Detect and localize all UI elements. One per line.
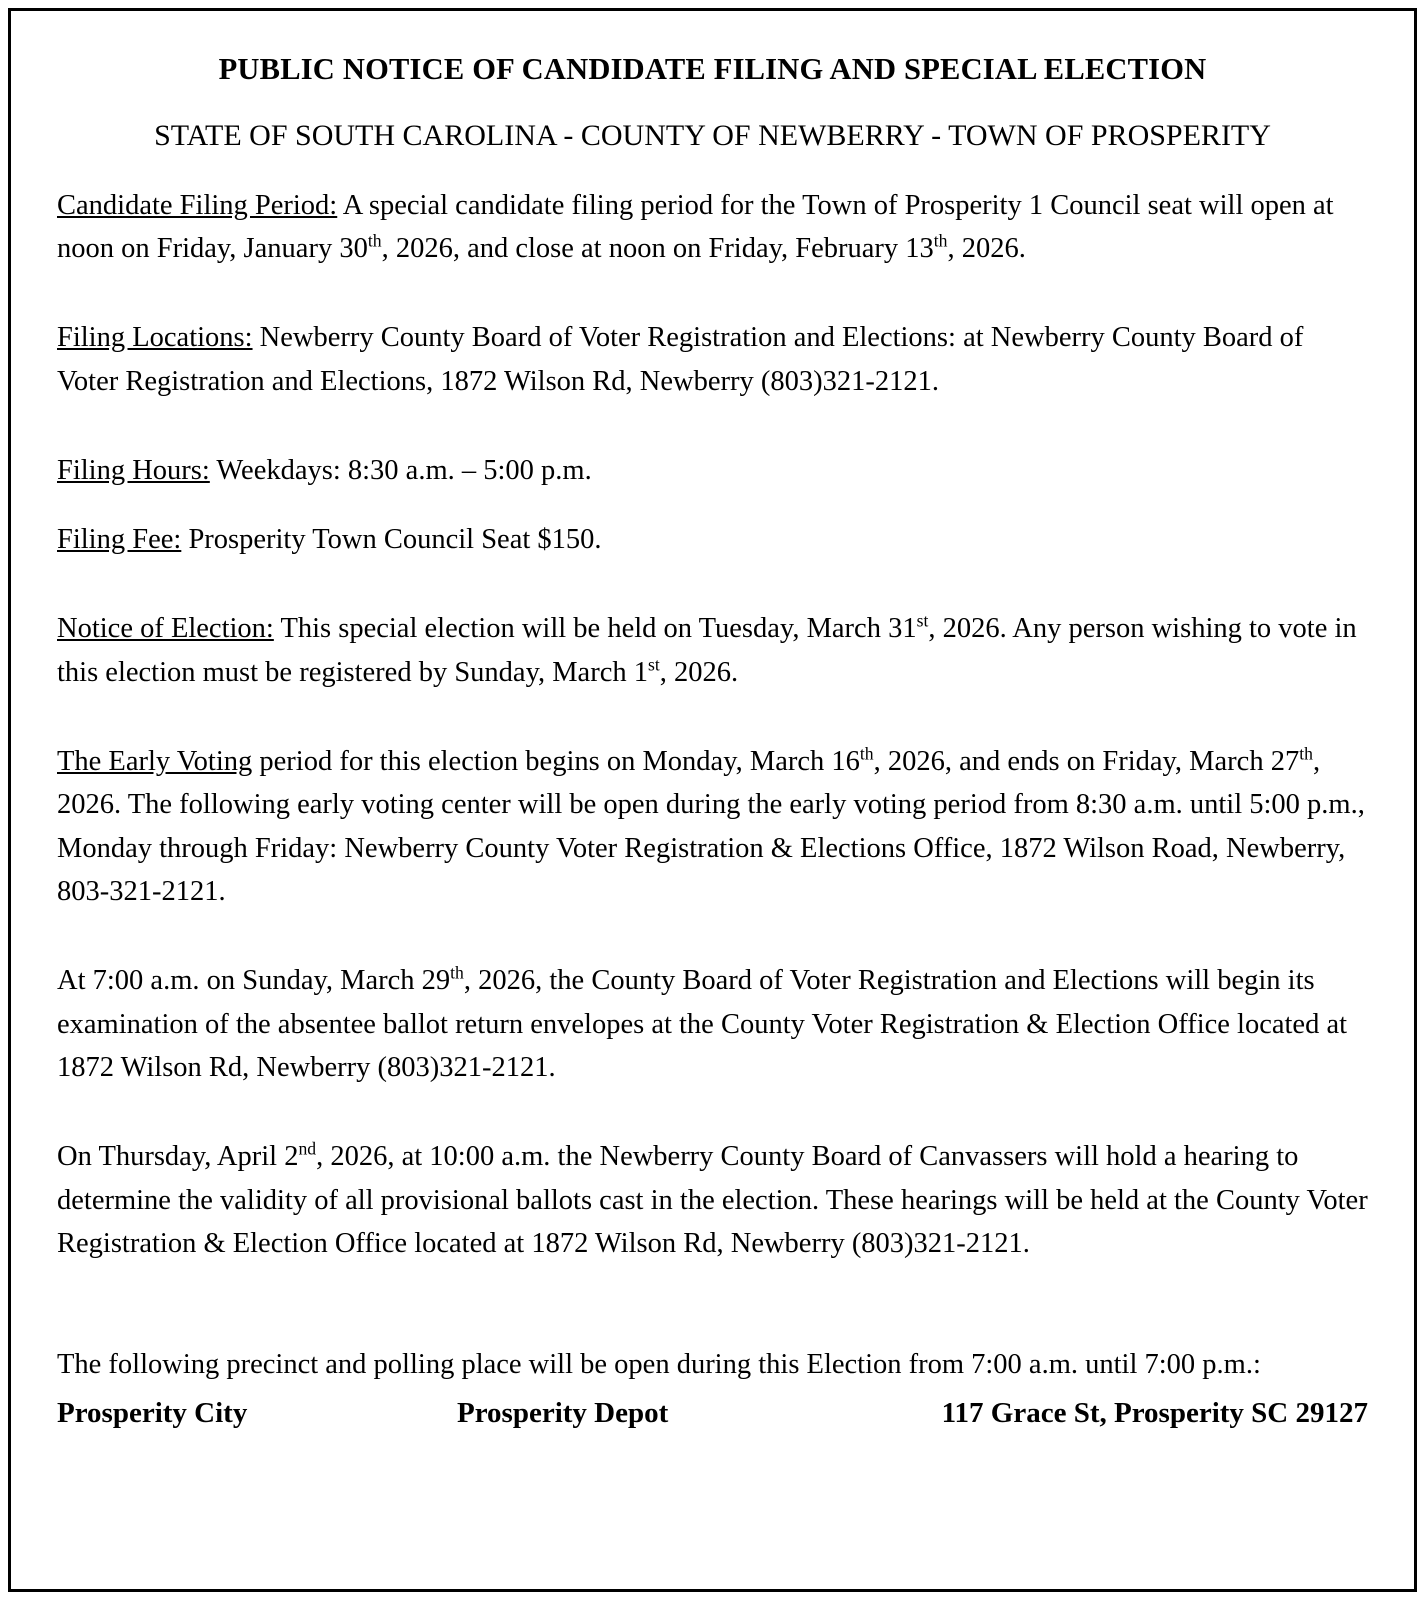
polling-place-name: Prosperity Depot	[457, 1396, 669, 1429]
early-voting-label: The Early Voting	[57, 746, 253, 778]
section-polling-intro: The following precinct and polling place will be open during this Election from 7:00 a.m. until 7:00 p.m.:	[57, 1349, 1261, 1381]
notice-of-election-text-1: This special election will be held on Tuesday, March 31	[273, 613, 917, 645]
absentee-sup-1: th	[450, 962, 464, 983]
absentee-text-2: , 2026, the County Board of Voter Registration and Elections will begin its examination of the absentee ballot return envelopes at the County Voter Registration & Election Office located at 1872 Wilson Rd, Newberry (803)321-2121.	[57, 965, 1348, 1083]
canvassers-text-1: On Thursday, April 2	[57, 1141, 299, 1173]
section-canvassers-hearing	[57, 1135, 1368, 1265]
notice-of-election-text-3: , 2026.	[659, 656, 739, 688]
early-voting-sup-1: th	[859, 743, 874, 764]
notice-frame	[8, 8, 1417, 1592]
polling-place-address: 117 Grace St, Prosperity SC 29127	[941, 1396, 1368, 1429]
candidate-filing-sup-1: th	[367, 230, 382, 251]
polling-place-row	[57, 1397, 1368, 1430]
early-voting-text-2: , 2026, and ends on Friday, March 27	[873, 746, 1300, 778]
candidate-filing-text-3: , 2026.	[947, 232, 1026, 264]
notice-of-election-sup-2: st	[647, 654, 660, 675]
section-filing-fee	[57, 518, 1368, 561]
section-candidate-filing-period	[57, 184, 1368, 271]
filing-hours-text: Weekdays: 8:30 a.m. – 5:00 p.m.	[209, 454, 592, 486]
canvassers-sup-1: nd	[298, 1138, 317, 1159]
notice-of-election-sup-1: st	[916, 610, 929, 631]
early-voting-text-1: period for this election begins on Monday, March 16	[252, 746, 860, 778]
early-voting-sup-2: th	[1299, 743, 1313, 764]
early-voting-text-3: , 2026. The following early voting center will be open during the early voting period from 8:30 a.m. until 5:00 p.m., Monday through Friday: Newberry County Voter Registration & Elections Office, 1872 Wilson Road, Newberry, 803-321-2121.	[57, 746, 1365, 908]
filing-hours-label: Filing Hours:	[57, 454, 210, 486]
absentee-text-1: At 7:00 a.m. on Sunday, March 29	[57, 965, 451, 997]
notice-of-election-label: Notice of Election:	[57, 613, 274, 645]
notice-of-election-text-2: , 2026. Any person wishing to vote in this election must be registered by Sunday, March 1	[57, 613, 1357, 688]
jurisdiction-subtitle: STATE OF SOUTH CAROLINA - COUNTY OF NEWBERRY - TOWN OF PROSPERITY	[154, 118, 1271, 152]
candidate-filing-label: Candidate Filing Period:	[57, 189, 338, 221]
filing-fee-label: Filing Fee:	[57, 524, 182, 556]
section-absentee-examination	[57, 959, 1368, 1089]
section-early-voting	[57, 740, 1368, 913]
candidate-filing-sup-2: th	[933, 230, 948, 251]
filing-locations-text: Newberry County Board of Voter Registration and Elections: at Newberry County Board of Voter Registration and Elections, 1872 Wilson Rd, Newberry (803)321-2121.	[57, 322, 1304, 397]
candidate-filing-text-1: A special candidate filing period for the Town of Prosperity 1 Council seat will open at noon on Friday, January 30	[57, 189, 1334, 264]
filing-fee-text: Prosperity Town Council Seat $150.	[181, 524, 602, 556]
section-filing-hours	[57, 449, 1368, 492]
canvassers-text-2: , 2026, at 10:00 a.m. the Newberry County Board of Canvassers will hold a hearing to determine the validity of all provisional ballots cast in the election. These hearings will be held at the County Voter Registration & Election Office located at 1872 Wilson Rd, Newberry (803)321-2121.	[57, 1141, 1368, 1259]
section-filing-locations	[57, 316, 1368, 403]
page-title: PUBLIC NOTICE OF CANDIDATE FILING AND SPECIAL ELECTION	[218, 52, 1207, 86]
filing-locations-label: Filing Locations:	[57, 322, 253, 354]
section-notice-of-election	[57, 607, 1368, 694]
candidate-filing-text-2: , 2026, and close at noon on Friday, February 13	[381, 232, 934, 264]
precinct-name: Prosperity City	[57, 1396, 248, 1429]
